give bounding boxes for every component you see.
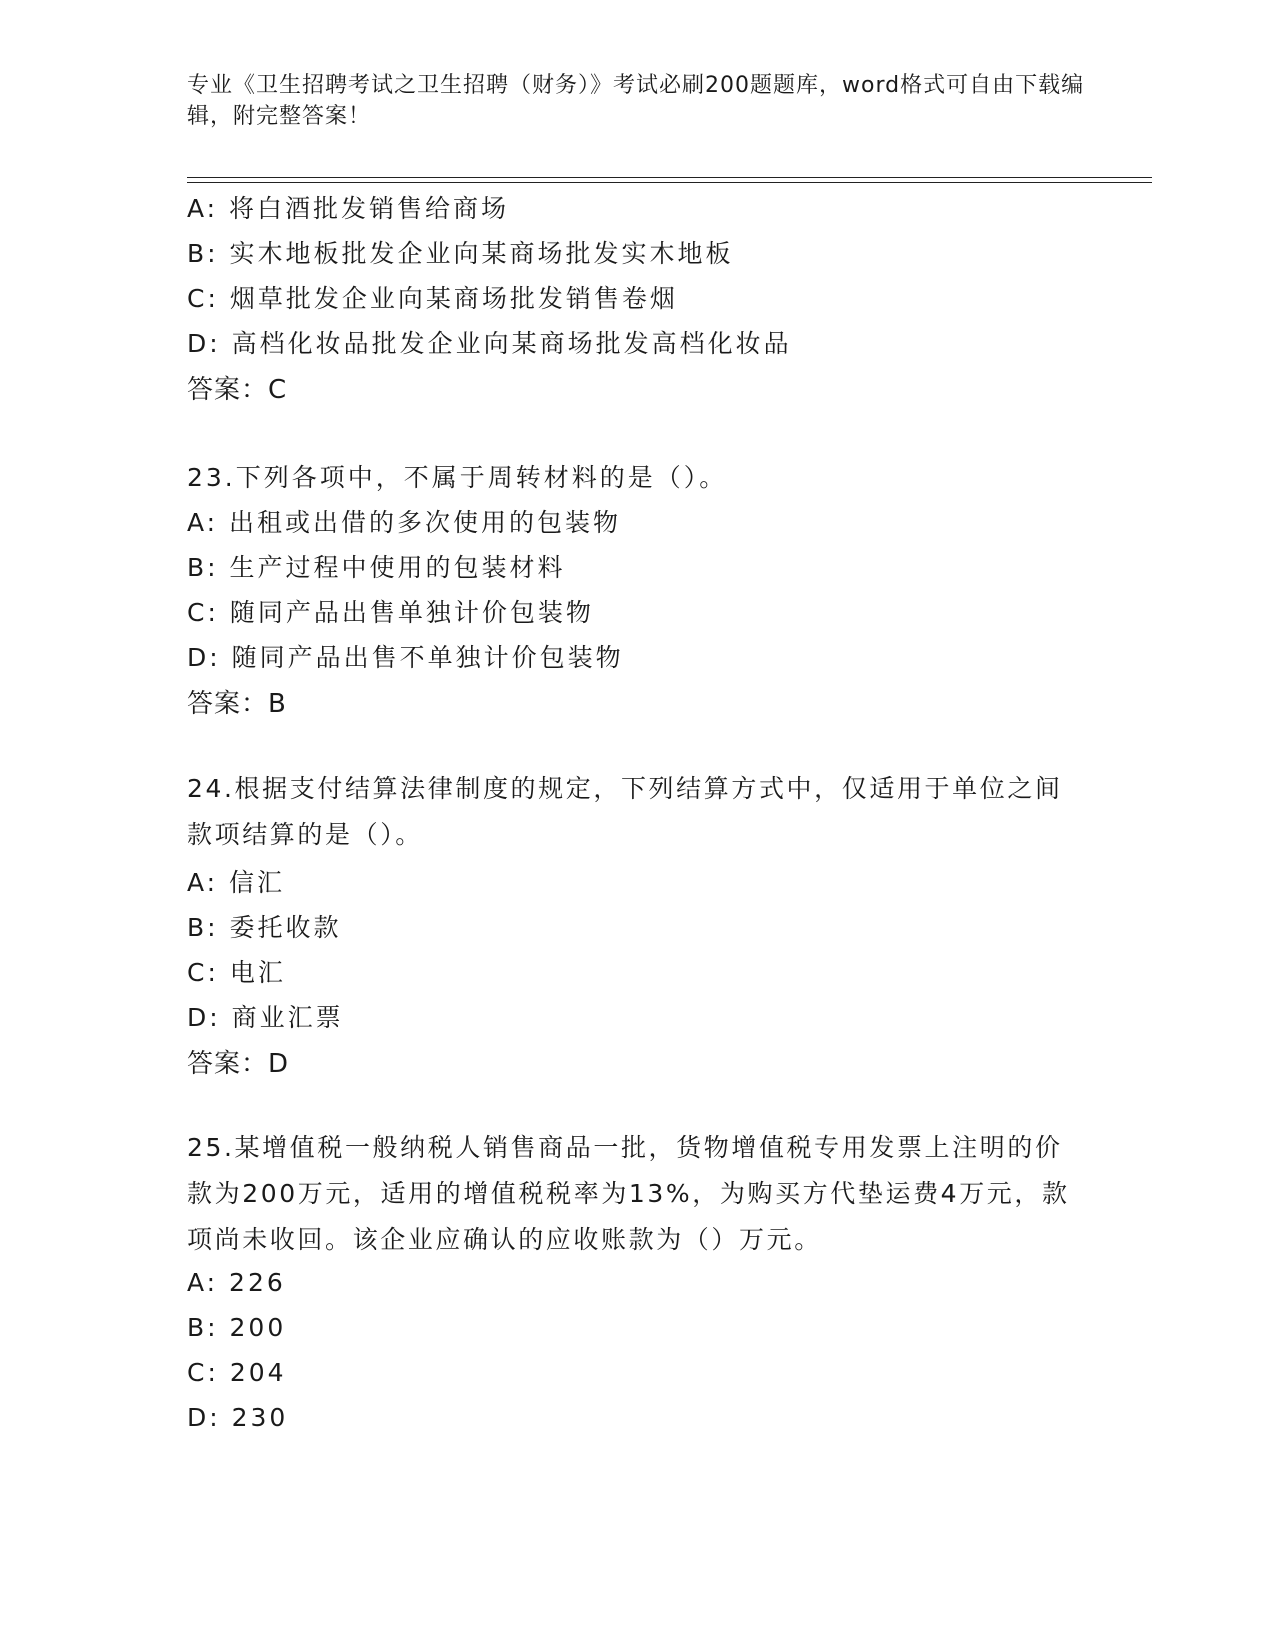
q22-option-d: D: 高档化妆品批发企业向某商场批发高档化妆品: [187, 329, 792, 358]
q23-option-c: C: 随同产品出售单独计价包装物: [187, 598, 594, 627]
q23-answer: 答案：B: [187, 689, 287, 719]
q25-option-c: C: 204: [187, 1358, 287, 1387]
q22-option-c: C: 烟草批发企业向某商场批发销售卷烟: [187, 284, 678, 313]
q24-option-c: C: 电汇: [187, 958, 286, 987]
q25-option-a: A: 226: [187, 1268, 286, 1297]
q23-option-d: D: 随同产品出售不单独计价包装物: [187, 643, 624, 672]
q25-question: 25.某增值税一般纳税人销售商品一批，货物增值税专用发票上注明的价款为200万元，适用的增值税税率为13%，为购买方代垫运费4万元，款项尚未收回。该企业应确认的应收账款为（）万元。: [187, 1133, 1070, 1254]
q24-question: 24.根据支付结算法律制度的规定，下列结算方式中，仅适用于单位之间款项结算的是（）。: [187, 774, 1063, 849]
document-header: 专业《卫生招聘考试之卫生招聘（财务）》考试必刷200题题库，word格式可自由下载编辑，附完整答案！: [187, 73, 1085, 129]
q22-option-b: B: 实木地板批发企业向某商场批发实木地板: [187, 239, 734, 268]
q24-option-a: A: 信汇: [187, 868, 286, 897]
q23-option-a: A: 出租或出借的多次使用的包装物: [187, 508, 622, 537]
q22-answer: 答案：C: [187, 375, 288, 405]
q22-option-a: A: 将白酒批发销售给商场: [187, 194, 510, 223]
q24-option-b: B: 委托收款: [187, 913, 342, 942]
q24-option-d: D: 商业汇票: [187, 1003, 344, 1032]
header-divider-top: [187, 177, 1152, 178]
q25-option-b: B: 200: [187, 1313, 287, 1342]
q25-option-d: D: 230: [187, 1403, 289, 1432]
q23-question: 23.下列各项中，不属于周转材料的是（）。: [187, 463, 728, 492]
q24-answer: 答案：D: [187, 1049, 290, 1079]
header-divider-bottom: [187, 182, 1152, 183]
q23-option-b: B: 生产过程中使用的包装材料: [187, 553, 566, 582]
